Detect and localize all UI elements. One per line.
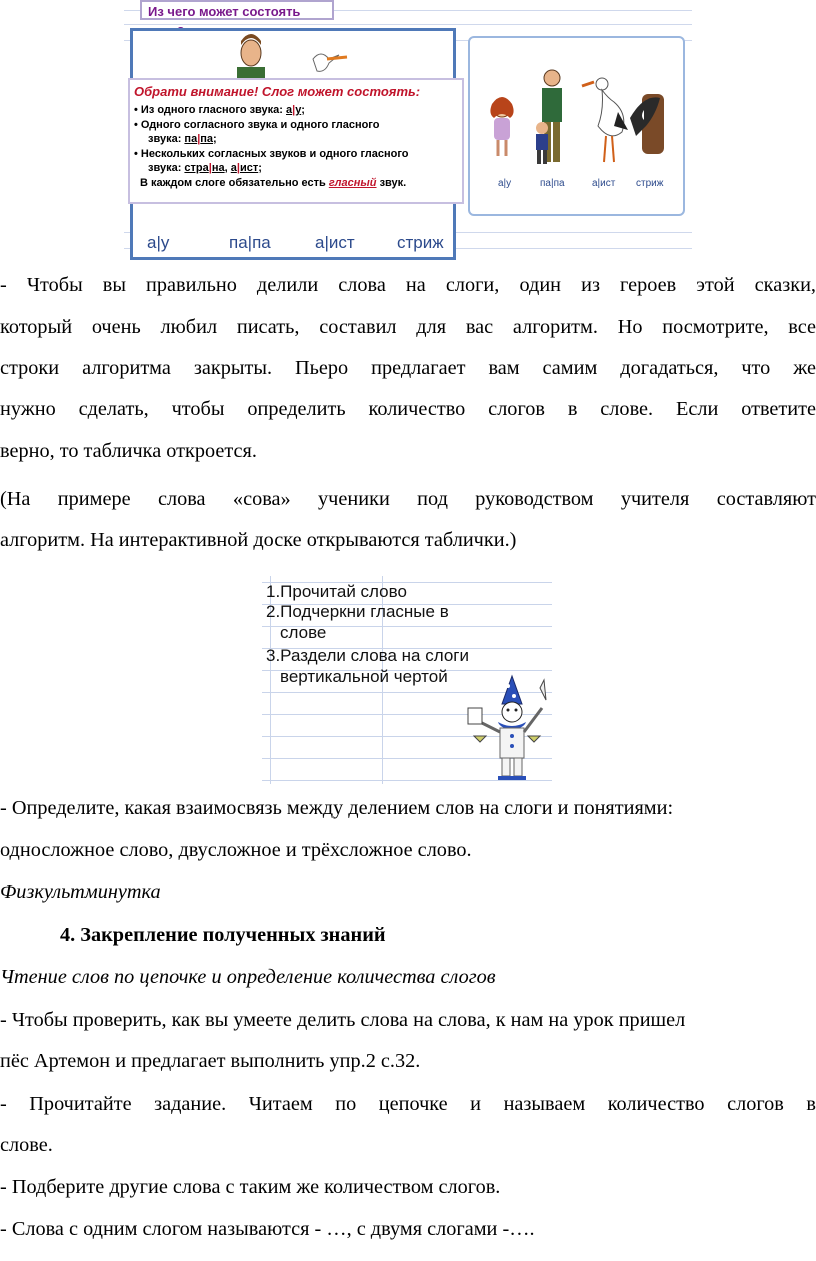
- para5-line-2: слове.: [0, 1134, 53, 1156]
- algorithm-step-3-cont: вертикальной чертой: [280, 667, 448, 686]
- note-item-3-cont: звука: стра|на, а|ист;: [148, 162, 262, 175]
- section-heading: 4. Закрепление полученных знаний: [60, 924, 386, 946]
- para4-line-2: пёс Артемон и предлагает выполнить упр.2 с.32.: [0, 1050, 421, 1072]
- note-item-2: • Одного согласного звука и одного гласного: [134, 118, 380, 131]
- syllable-label-aist: а|ист: [315, 233, 355, 252]
- syllable-label-au: а|у: [147, 233, 170, 252]
- note-heading: Обрати внимание! Слог может состоять:: [134, 84, 421, 99]
- para7: - Слова с одним слогом называются - …, с двумя слогами -….: [0, 1218, 535, 1240]
- right-label-aist: а|ист: [592, 178, 616, 189]
- note-item-3: • Нескольких согласных звуков и одного гласного: [134, 147, 409, 160]
- para1-line-3: строки алгоритма закрыты. Пьеро предлагает вам самим догадаться, что же: [0, 357, 816, 379]
- algorithm-step-2: 2.Подчеркни гласные в: [266, 602, 449, 621]
- para6: - Подберите другие слова с таким же количеством слогов.: [0, 1176, 501, 1198]
- right-label-strizh: стриж: [636, 178, 664, 189]
- para1-line-1: - Чтобы вы правильно делили слова на слоги, один из героев этой сказки,: [0, 274, 816, 296]
- para2-line-1: (На примере слова «сова» ученики под руководством учителя составляют: [0, 488, 816, 510]
- para5-line-1: - Прочитайте задание. Читаем по цепочке и называем количество слогов в: [0, 1093, 816, 1115]
- para1-line-5: верно, то табличка откроется.: [0, 440, 257, 462]
- section-subheading: Чтение слов по цепочке и определение количества слогов: [0, 966, 496, 988]
- para3-line-1: - Определите, какая взаимосвязь между делением слов на слоги и понятиями:: [0, 797, 674, 819]
- right-label-papa: па|па: [540, 178, 565, 189]
- fizkultminutka-label: Физкультминутка: [0, 881, 161, 903]
- slide-title: Из чего может состоять: [140, 0, 334, 20]
- algorithm-step-3: 3.Раздели слова на слоги: [266, 646, 469, 665]
- algorithm-card-image: [262, 576, 552, 784]
- para1-line-2: который очень любил писать, составил для вас алгоритм. Но посмотрите, все: [0, 316, 816, 338]
- para4-line-1: - Чтобы проверить, как вы умеете делить слова на слова, к нам на урок пришел: [0, 1009, 686, 1031]
- note-item-2-cont: звука: па|па;: [148, 133, 217, 146]
- pierrot-illustration: [462, 674, 552, 784]
- lesson-slide-image: [124, 0, 692, 262]
- note-footer: В каждом слоге обязательно есть гласный звук.: [140, 176, 407, 189]
- para1-line-4: нужно сделать, чтобы определить количество слогов в слове. Если ответите: [0, 398, 816, 420]
- syllable-label-papa: па|па: [229, 233, 271, 252]
- algorithm-step-1: 1.Прочитай слово: [266, 582, 407, 601]
- slide-right-frame: [468, 36, 685, 216]
- syllable-label-strizh: стриж: [397, 233, 444, 252]
- para3-line-2: односложное слово, двусложное и трёхсложное слово.: [0, 839, 472, 861]
- right-label-au: а|у: [498, 178, 512, 189]
- algorithm-step-2-cont: слове: [280, 623, 327, 642]
- note-item-1: • Из одного гласного звука: а|у;: [134, 104, 305, 116]
- attention-note: [128, 78, 464, 204]
- para2-line-2: алгоритм. На интерактивной доске открываются таблички.): [0, 529, 517, 551]
